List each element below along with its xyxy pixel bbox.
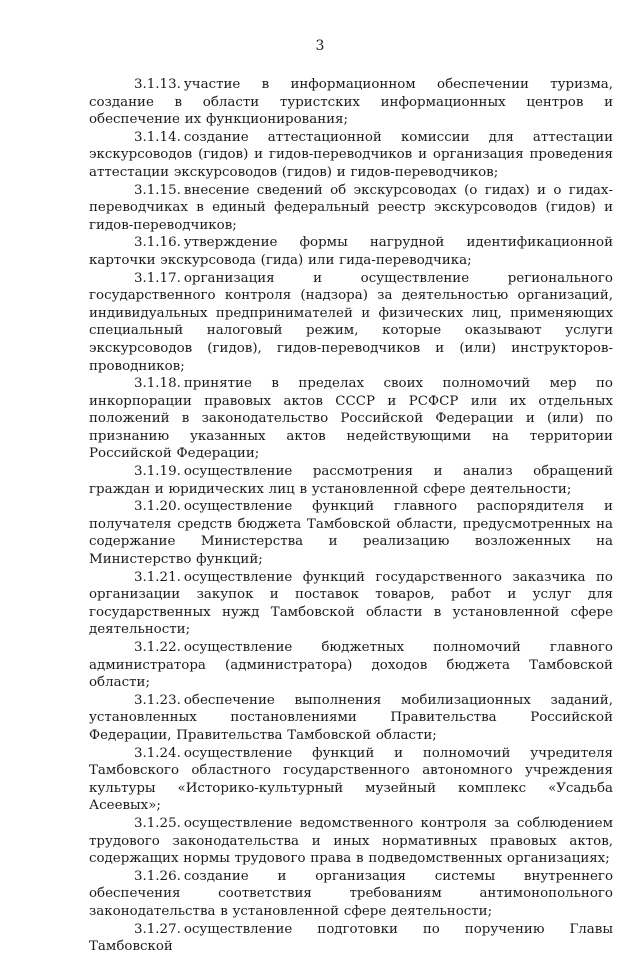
list-item	[89, 815, 613, 868]
list-item	[89, 234, 613, 269]
item-number: 3.1.17.	[134, 270, 181, 286]
list-item	[89, 182, 613, 235]
item-number: 3.1.26.	[134, 868, 181, 884]
item-number: 3.1.21.	[134, 569, 181, 585]
item-text: осуществление ведомственного контроля за соблюдением трудового законодательства и иных нормативных правовых актов, содержащих нормы трудового права в подведомственных организациях;	[89, 815, 613, 867]
list-item	[89, 692, 613, 745]
item-text: обеспечение выполнения мобилизационных заданий, установленных постановлениями Правительства Российской Федерации, Правительства Тамбовской области;	[89, 692, 613, 743]
list-item	[89, 745, 613, 815]
item-number: 3.1.22.	[134, 640, 181, 655]
item-number: 3.1.18.	[134, 376, 181, 392]
list-item	[89, 463, 613, 498]
item-number: 3.1.23.	[134, 692, 181, 708]
item-text: принятие в пределах своих полномочий мер по инкорпорации правовых актов СССР и РСФСР или их отдельных положений в законодательство Российской Федерации и (или) по признанию указанных актов недействующими на территории Российской Федерации;	[89, 376, 613, 462]
item-number: 3.1.24.	[134, 745, 181, 761]
list-item	[89, 76, 613, 129]
list-item	[89, 639, 613, 692]
item-text: осуществление функций главного распорядителя и получателя средств бюджета Тамбовской области, предусмотренных на содержание Министерства и реализацию возложенных на Министерство функций;	[89, 499, 613, 568]
item-number: 3.1.20.	[134, 499, 181, 515]
list-item	[89, 498, 613, 568]
item-text: утверждение формы нагрудной идентификационной карточки экскурсовода (гида) или гида-переводчика;	[89, 235, 613, 268]
list-item	[89, 921, 613, 956]
item-text: осуществление бюджетных полномочий главного администратора (администратора) доходов бюджета Тамбовской области;	[89, 640, 613, 691]
item-text: осуществление подготовки по поручению Главы Тамбовской	[89, 921, 613, 955]
list-item	[89, 129, 613, 182]
list-item	[89, 569, 613, 639]
list-item	[89, 270, 613, 376]
list-item	[89, 375, 613, 463]
item-number: 3.1.15.	[134, 182, 181, 198]
item-number: 3.1.14.	[134, 129, 181, 145]
item-number: 3.1.13.	[134, 77, 181, 92]
item-text: осуществление функций и полномочий учредителя Тамбовского областного государственного автономного учреждения культуры «Историко-культурный музейный комплекс «Усадьба Асеевых»;	[89, 745, 613, 814]
item-text: осуществление рассмотрения и анализ обращений граждан и юридических лиц в установленной сфере деятельности;	[89, 464, 613, 497]
item-text: внесение сведений об экскурсоводах (о гидах) и о гидах-переводчиках в единый федеральный реестр экскурсоводов (гидов) и гидов-переводчиков;	[89, 182, 613, 233]
item-number: 3.1.19.	[134, 464, 181, 480]
list-item	[89, 868, 613, 921]
page-number: 3	[315, 38, 325, 54]
item-text: осуществление функций государственного заказчика по организации закупок и поставок товаров, работ и услуг для государственных нужд Тамбовской области в установленной сфере деятельности;	[89, 569, 613, 638]
item-number: 3.1.25.	[134, 815, 181, 831]
document-body	[89, 76, 613, 956]
item-text: создание аттестационной комиссии для аттестации экскурсоводов (гидов) и гидов-переводчиков и организация проведения аттестации экскурсоводов (гидов) и гидов-переводчиков;	[89, 129, 613, 180]
item-text: участие в информационном обеспечении туризма, создание в области туристских информационных центров и обеспечение их функционирования;	[89, 77, 613, 128]
item-number: 3.1.16.	[134, 235, 181, 251]
item-number: 3.1.27.	[134, 921, 181, 937]
item-text: организация и осуществление регионального государственного контроля (надзора) за деятельностью организаций, индивидуальных предпринимателей и физических лиц, применяющих специальный налоговый режим, которые оказывают услуги экскурсоводов (гидов), гидов-переводчиков и (или) инструкторов-проводников;	[89, 270, 613, 374]
item-text: создание и организация системы внутреннего обеспечения соответствия требованиям антимонопольного законодательства в установленной сфере деятельности;	[89, 868, 613, 919]
